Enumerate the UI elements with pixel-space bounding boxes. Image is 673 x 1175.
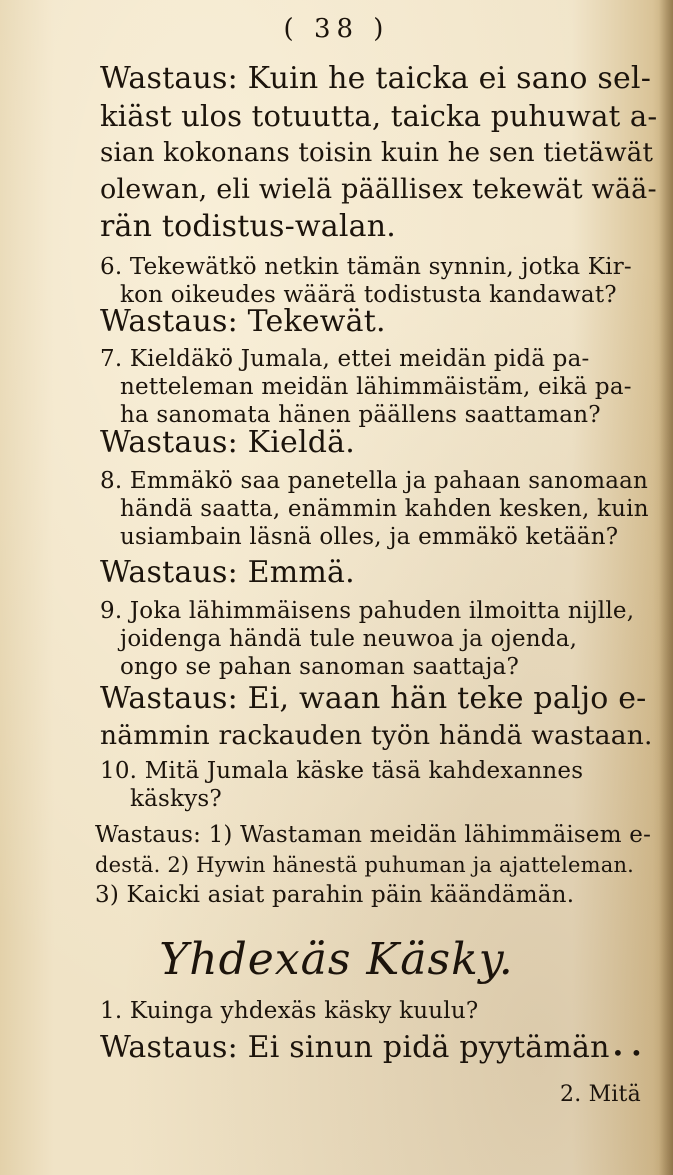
text-line: Wastaus: Ei sinun pidä pyytämän: [100, 1030, 610, 1065]
text-line: Wastaus: Kuin he taicka ei sano sel-: [100, 61, 652, 96]
text-line: 2. Mitä: [560, 1082, 641, 1107]
text-line: 8. Emmäkö saa panetella ja pahaan sanomaan: [100, 468, 649, 494]
text-line: 6. Tekewätkö netkin tämän synnin, jotka Kir-: [100, 254, 632, 280]
text-line: rän todistus-walan.: [100, 209, 397, 244]
text-line: 1. Kuinga yhdexäs käsky kuulu?: [100, 998, 479, 1024]
text-line: Wastaus: Tekewät.: [100, 304, 386, 339]
text-line: 9. Joka lähimmäisens pahuden ilmoitta nijlle,: [100, 598, 635, 624]
text-line: olewan, eli wielä päällisex tekewät wää-: [100, 174, 657, 205]
text-line: Wastaus: 1) Wastaman meidän lähimmäisem e-: [95, 822, 652, 848]
text-line: kiäst ulos totuutta, taicka puhuwat a-: [100, 99, 658, 133]
text-line: destä. 2) Hywin hänestä puhuman ja ajatteleman.: [95, 853, 635, 877]
stray-marks: • •: [612, 1041, 643, 1065]
page-gutter-shadow: [659, 0, 673, 1175]
text-line: Wastaus: Emmä.: [100, 555, 355, 590]
section-title: Yhdexäs Käsky.: [159, 934, 514, 985]
text-line: nämmin rackauden työn händä wastaan.: [100, 720, 653, 751]
text-line: netteleman meidän lähimmäistäm, eikä pa-: [120, 374, 632, 400]
text-line: usiambain läsnä olles, ja emmäkö ketään?: [120, 524, 619, 550]
text-line: Wastaus: Kieldä.: [100, 425, 355, 460]
text-line: käskys?: [130, 786, 222, 812]
text-line: 10. Mitä Jumala käske täsä kahdexannes: [100, 758, 584, 784]
text-line: 7. Kieldäkö Jumala, ettei meidän pidä pa-: [100, 346, 590, 372]
text-line: ha sanomata hänen päällens saattaman?: [120, 402, 601, 428]
text-line: kon oikeudes wäärä todistusta kandawat?: [120, 282, 617, 308]
text-line: joidenga händä tule neuwoa ja ojenda,: [120, 626, 578, 652]
text-line: 3) Kaicki asiat parahin päin käändämän.: [95, 882, 575, 908]
page-number-header: ( 38 ): [283, 14, 390, 44]
text-line: händä saatta, enämmin kahden kesken, kuin: [120, 496, 649, 522]
text-line: ongo se pahan sanoman saattaja?: [120, 654, 519, 680]
text-line: sian kokonans toisin kuin he sen tietäwät: [100, 138, 654, 168]
text-line: Wastaus: Ei, waan hän teke paljo e-: [100, 681, 647, 716]
